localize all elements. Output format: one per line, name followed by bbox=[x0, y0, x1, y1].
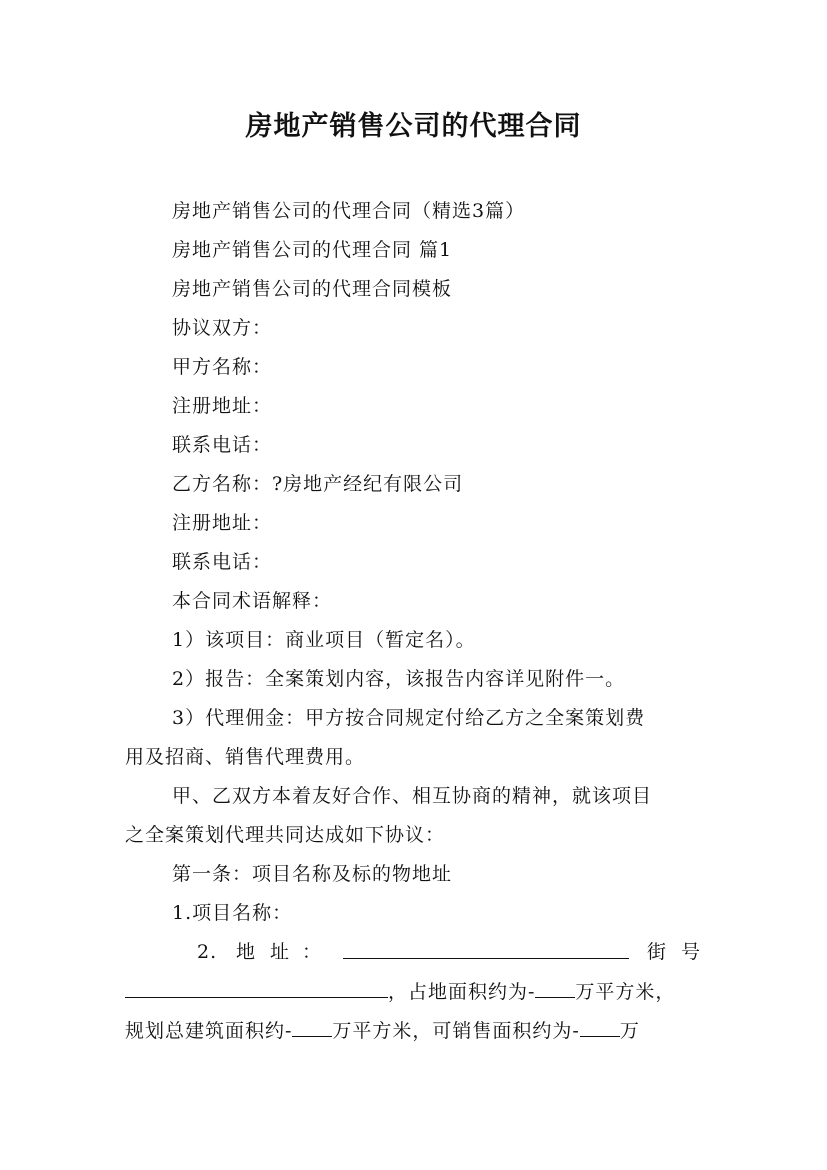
land-area-unit: 万平方米， bbox=[575, 981, 676, 1003]
street-label-b: 号 bbox=[681, 941, 702, 963]
text-line: 联系电话： bbox=[172, 551, 273, 573]
sale-area-blank bbox=[580, 1018, 620, 1037]
street-blank bbox=[125, 979, 388, 998]
sale-area-unit: 万 bbox=[619, 1020, 640, 1042]
address-blank bbox=[343, 940, 629, 965]
plan-area-text: 规划总建筑面积约- bbox=[125, 1020, 293, 1042]
plan-area-blank bbox=[292, 1018, 332, 1037]
text-line: 协议双方： bbox=[172, 317, 273, 339]
text-line: 3）代理佣金：甲方按合同规定付给乙方之全案策划费 bbox=[172, 707, 646, 729]
land-area-blank bbox=[535, 979, 575, 998]
text-line: 联系电话： bbox=[172, 434, 273, 456]
text-line: 乙方名称：?房地产经纪有限公司 bbox=[172, 473, 464, 495]
text-line: 第一条：项目名称及标的物地址 bbox=[172, 863, 453, 885]
text-line: 2）报告：全案策划内容，该报告内容详见附件一。 bbox=[172, 668, 626, 690]
plan-area-line bbox=[125, 1018, 640, 1043]
address-colon: ： bbox=[302, 941, 323, 963]
text-line: 1.项目名称： bbox=[172, 902, 293, 924]
text-line: 甲、乙双方本着友好合作、相互协商的精神，就该项目 bbox=[172, 785, 653, 807]
text-line: 本合同术语解释： bbox=[172, 590, 333, 612]
text-line: 1）该项目：商业项目（暂定名）。 bbox=[172, 629, 476, 651]
text-line: 之全案策划代理共同达成如下协议： bbox=[125, 824, 446, 846]
text-line: 房地产销售公司的代理合同（精选3篇） bbox=[172, 200, 526, 222]
text-line: 用及招商、销售代理费用。 bbox=[125, 746, 366, 768]
address-label-a: 地 bbox=[236, 941, 257, 963]
text-line: 房地产销售公司的代理合同模板 bbox=[172, 278, 453, 300]
plan-area-unit: 万平方米，可销售面积约为- bbox=[332, 1020, 580, 1042]
address-label-b: 址 bbox=[270, 941, 291, 963]
text-line: 房地产销售公司的代理合同 篇1 bbox=[172, 239, 453, 261]
text-line: 注册地址： bbox=[172, 512, 273, 534]
text-line: 甲方名称： bbox=[172, 356, 273, 378]
address-number: 2. bbox=[197, 941, 218, 963]
land-area-line bbox=[125, 979, 675, 1004]
document-title: 房地产销售公司的代理合同 bbox=[245, 111, 582, 142]
text-line: 注册地址： bbox=[172, 395, 273, 417]
street-label-a: 街 bbox=[647, 941, 668, 963]
land-area-text: ，占地面积约为- bbox=[388, 981, 536, 1003]
